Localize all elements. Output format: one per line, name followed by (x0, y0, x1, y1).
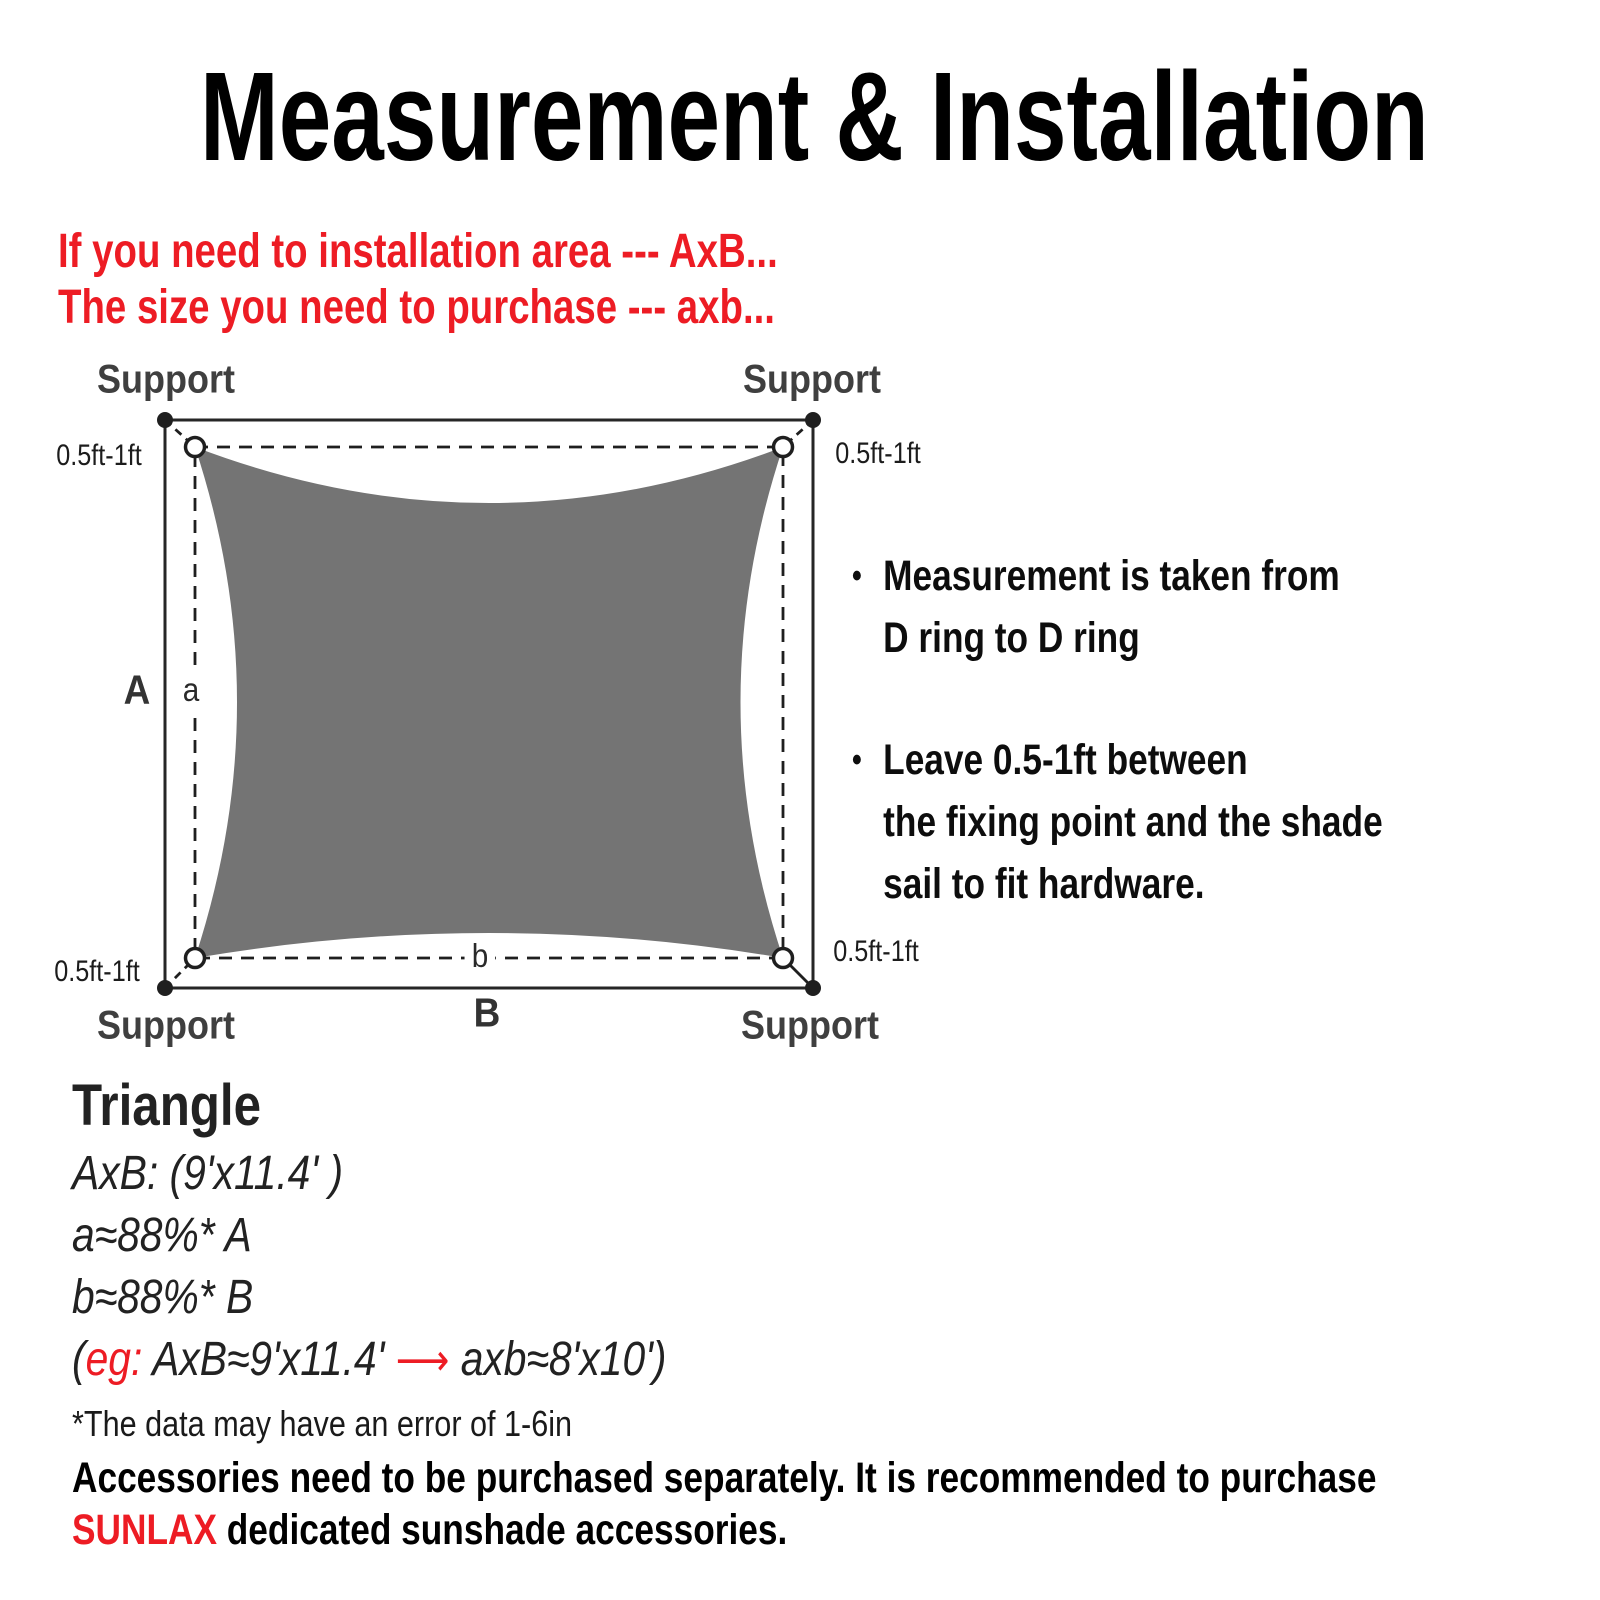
brand-name: SUNLAX (72, 1506, 217, 1554)
gap-label-top-right: 0.5ft-1ft (835, 437, 921, 470)
support-point-dot (157, 980, 173, 996)
d-ring (186, 438, 205, 457)
error-note: *The data may have an error of 1-6in (72, 1403, 573, 1444)
support-label-bottom-left: Support (97, 1003, 235, 1048)
right-arrow-icon: ⟶ (395, 1336, 450, 1385)
footer-text (72, 1452, 1376, 1556)
footer-line-2 (72, 1504, 1376, 1556)
intro-text (58, 224, 778, 336)
note-text (883, 545, 1340, 669)
gap-label-bottom-right: 0.5ft-1ft (833, 935, 919, 968)
intro-line-2: The size you need to purchase --- axb... (58, 281, 775, 334)
note-line: Leave 0.5-1ft between (883, 736, 1248, 784)
formula-axb: AxB: (9'x11.4' ) (72, 1147, 344, 1200)
support-point-dot (805, 980, 821, 996)
footer-line-2-rest: dedicated sunshade accessories. (216, 1506, 788, 1554)
outer-width-label: B (473, 989, 501, 1036)
triangle-heading: Triangle (72, 1073, 262, 1138)
support-point-dot (157, 412, 173, 428)
d-ring (774, 949, 793, 968)
example-eg-label: eg: (85, 1333, 143, 1386)
outer-height-label: A (123, 666, 151, 713)
formula-a: a≈88%* A (72, 1209, 252, 1262)
support-label-top-right: Support (743, 357, 881, 402)
example-before-arrow: AxB≈9'x11.4' (142, 1333, 396, 1386)
footer-line-1: Accessories need to be purchased separately. It is recommended to purchase (72, 1454, 1377, 1502)
support-point-dot (805, 412, 821, 428)
support-label-top-left: Support (97, 357, 235, 402)
example-after-arrow: axb≈8'x10') (449, 1333, 667, 1386)
note-line: the fixing point and the shade (883, 798, 1383, 846)
note-line: Measurement is taken from (883, 552, 1340, 600)
notes-list (852, 545, 1475, 915)
inner-height-label: a (176, 671, 207, 709)
d-ring (774, 438, 793, 457)
triangle-formulas (72, 1143, 667, 1392)
note-measurement (852, 545, 1475, 669)
intro-line-1: If you need to installation area --- AxB... (58, 225, 778, 278)
gap-label-bottom-left: 0.5ft-1ft (54, 955, 140, 988)
bullet-dot: • (852, 557, 862, 595)
page-title: Measurement & Installation (200, 46, 1429, 187)
d-ring (186, 949, 205, 968)
note-fixing-gap (852, 729, 1475, 915)
support-label-bottom-right: Support (741, 1003, 879, 1048)
note-line: D ring to D ring (883, 614, 1140, 662)
note-line: sail to fit hardware. (883, 860, 1205, 908)
note-text (883, 729, 1383, 915)
example-paren: ( (72, 1333, 86, 1386)
formula-b: b≈88%* B (72, 1271, 254, 1324)
triangle-section (72, 1072, 771, 1445)
bullet-dot: • (852, 741, 862, 779)
example-line (72, 1329, 667, 1392)
gap-label-top-left: 0.5ft-1ft (56, 439, 142, 472)
inner-width-label: b (465, 937, 496, 975)
shade-sail-shape (195, 447, 783, 958)
